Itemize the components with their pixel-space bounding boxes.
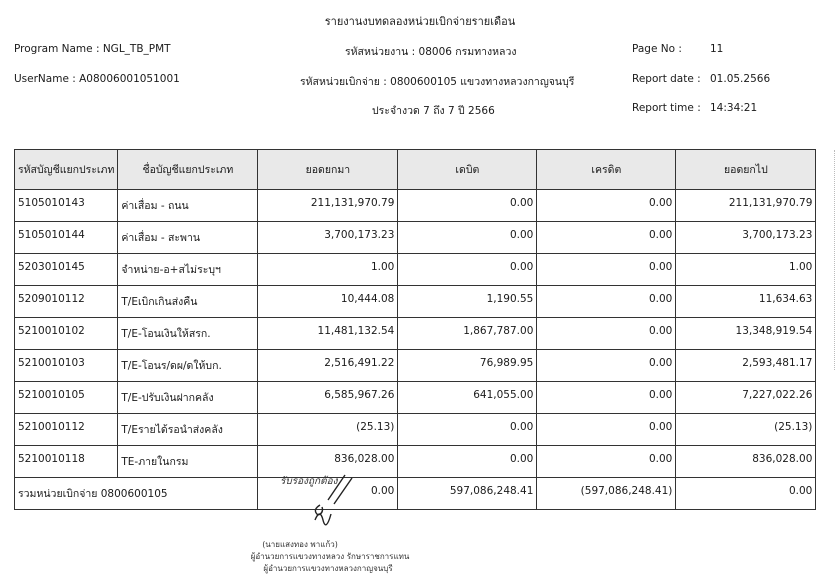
total-closing-balance: 0.00 — [676, 478, 816, 510]
table-row — [15, 414, 816, 446]
cell-debit: 0.00 — [398, 414, 537, 446]
total-row — [15, 478, 816, 510]
cell-closing-balance: 1.00 — [676, 254, 816, 286]
report-period: ประจำงวด 7 ถึง 7 ปี 2566 — [372, 105, 495, 117]
cell-debit: 0.00 — [398, 222, 537, 254]
agency-code: รหัสหน่วยงาน : 08006 กรมทางหลวง — [345, 46, 517, 58]
cell-credit: 0.00 — [537, 414, 676, 446]
table-row — [15, 190, 816, 222]
header-credit: เครดิต — [537, 150, 676, 190]
cell-debit: 0.00 — [398, 254, 537, 286]
cell-account-code: 5210010103 — [15, 350, 118, 382]
cell-opening-balance: 10,444.08 — [258, 286, 398, 318]
header-account-code: รหัสบัญชีแยกประเภท — [15, 150, 118, 190]
user-name: UserName : A08006001051001 — [14, 73, 180, 85]
cell-credit: 0.00 — [537, 254, 676, 286]
cell-account-name: T/Eรายได้รอนำส่งคลัง — [118, 414, 258, 446]
page-no: 11 — [710, 43, 724, 55]
table-row — [15, 222, 816, 254]
cell-credit: 0.00 — [537, 318, 676, 350]
cell-credit: 0.00 — [537, 382, 676, 414]
table-row — [15, 286, 816, 318]
table-row — [15, 254, 816, 286]
cell-credit: 0.00 — [537, 222, 676, 254]
table-row — [15, 382, 816, 414]
cell-debit: 1,190.55 — [398, 286, 537, 318]
cell-account-name: T/E-โอนร/ดผ/ดให้บก. — [118, 350, 258, 382]
header-closing-balance: ยอดยกไป — [676, 150, 816, 190]
cell-account-name: ค่าเสื่อม - สะพาน — [118, 222, 258, 254]
cell-opening-balance: 2,516,491.22 — [258, 350, 398, 382]
total-label: รวมหน่วยเบิกจ่าย 0800600105 — [15, 478, 258, 510]
cell-debit: 0.00 — [398, 190, 537, 222]
signature-icon — [290, 470, 370, 540]
signer-position-2: ผู้อำนวยการแขวงทางหลวงกาญจนบุรี — [263, 564, 393, 573]
cell-opening-balance: 211,131,970.79 — [258, 190, 398, 222]
cell-account-name: T/E-โอนเงินให้สรก. — [118, 318, 258, 350]
cell-closing-balance: 11,634.63 — [676, 286, 816, 318]
cell-account-code: 5210010102 — [15, 318, 118, 350]
total-credit: (597,086,248.41) — [537, 478, 676, 510]
cell-account-name: TE-ภายในกรม — [118, 446, 258, 478]
cell-credit: 0.00 — [537, 446, 676, 478]
cell-opening-balance: 836,028.00 — [258, 446, 398, 478]
cell-credit: 0.00 — [537, 190, 676, 222]
cell-account-code: 5210010118 — [15, 446, 118, 478]
header-account-name: ชื่อบัญชีแยกประเภท — [118, 150, 258, 190]
cell-closing-balance: 2,593,481.17 — [676, 350, 816, 382]
cell-credit: 0.00 — [537, 350, 676, 382]
table-row — [15, 350, 816, 382]
cell-closing-balance: (25.13) — [676, 414, 816, 446]
cell-debit: 1,867,787.00 — [398, 318, 537, 350]
report-date-label: Report date : — [632, 73, 701, 85]
cell-account-code: 5105010144 — [15, 222, 118, 254]
cell-opening-balance: (25.13) — [258, 414, 398, 446]
cell-closing-balance: 13,348,919.54 — [676, 318, 816, 350]
cell-debit: 0.00 — [398, 446, 537, 478]
cell-closing-balance: 836,028.00 — [676, 446, 816, 478]
disbursement-unit: รหัสหน่วยเบิกจ่าย : 0800600105 แขวงทางหลวงกาญจนบุรี — [300, 76, 575, 88]
cell-account-name: ค่าเสื่อม - ถนน — [118, 190, 258, 222]
table-row — [15, 318, 816, 350]
cell-account-code: 5210010105 — [15, 382, 118, 414]
cell-opening-balance: 11,481,132.54 — [258, 318, 398, 350]
cell-account-name: จำหน่าย-อ+สไม่ระบุฯ — [118, 254, 258, 286]
cell-opening-balance: 6,585,967.26 — [258, 382, 398, 414]
header-opening-balance: ยอดยกมา — [258, 150, 398, 190]
report-time-label: Report time : — [632, 102, 701, 114]
report-date: 01.05.2566 — [710, 73, 771, 85]
certified-stamp: รับรองถูกต้อง — [280, 476, 338, 487]
cell-credit: 0.00 — [537, 286, 676, 318]
cell-debit: 641,055.00 — [398, 382, 537, 414]
cell-debit: 76,989.95 — [398, 350, 537, 382]
table-header-row — [15, 150, 816, 190]
cell-account-code: 5203010145 — [15, 254, 118, 286]
program-name: Program Name : NGL_TB_PMT — [14, 43, 171, 55]
signer-name: (นายแสงทอง พาแก้ว) — [262, 540, 338, 549]
cell-account-code: 5210010112 — [15, 414, 118, 446]
signer-position-1: ผู้อำนวยการแขวงทางหลวง รักษาราชการแทน — [250, 552, 410, 561]
cell-closing-balance: 3,700,173.23 — [676, 222, 816, 254]
cell-opening-balance: 3,700,173.23 — [258, 222, 398, 254]
table-row — [15, 446, 816, 478]
cell-account-code: 5105010143 — [15, 190, 118, 222]
cell-closing-balance: 7,227,022.26 — [676, 382, 816, 414]
cell-closing-balance: 211,131,970.79 — [676, 190, 816, 222]
cell-account-name: T/E-ปรับเงินฝากคลัง — [118, 382, 258, 414]
total-opening-balance: 0.00 — [258, 478, 398, 510]
report-title: รายงานงบทดลองหน่วยเบิกจ่ายรายเดือน — [324, 15, 516, 28]
cell-account-code: 5209010112 — [15, 286, 118, 318]
cell-opening-balance: 1.00 — [258, 254, 398, 286]
header-debit: เดบิต — [398, 150, 537, 190]
total-debit: 597,086,248.41 — [398, 478, 537, 510]
page-no-label: Page No : — [632, 43, 682, 55]
report-time: 14:34:21 — [710, 102, 758, 114]
trial-balance-table — [14, 149, 816, 510]
page-edge — [834, 150, 838, 370]
cell-account-name: T/Eเบิกเกินส่งคืน — [118, 286, 258, 318]
